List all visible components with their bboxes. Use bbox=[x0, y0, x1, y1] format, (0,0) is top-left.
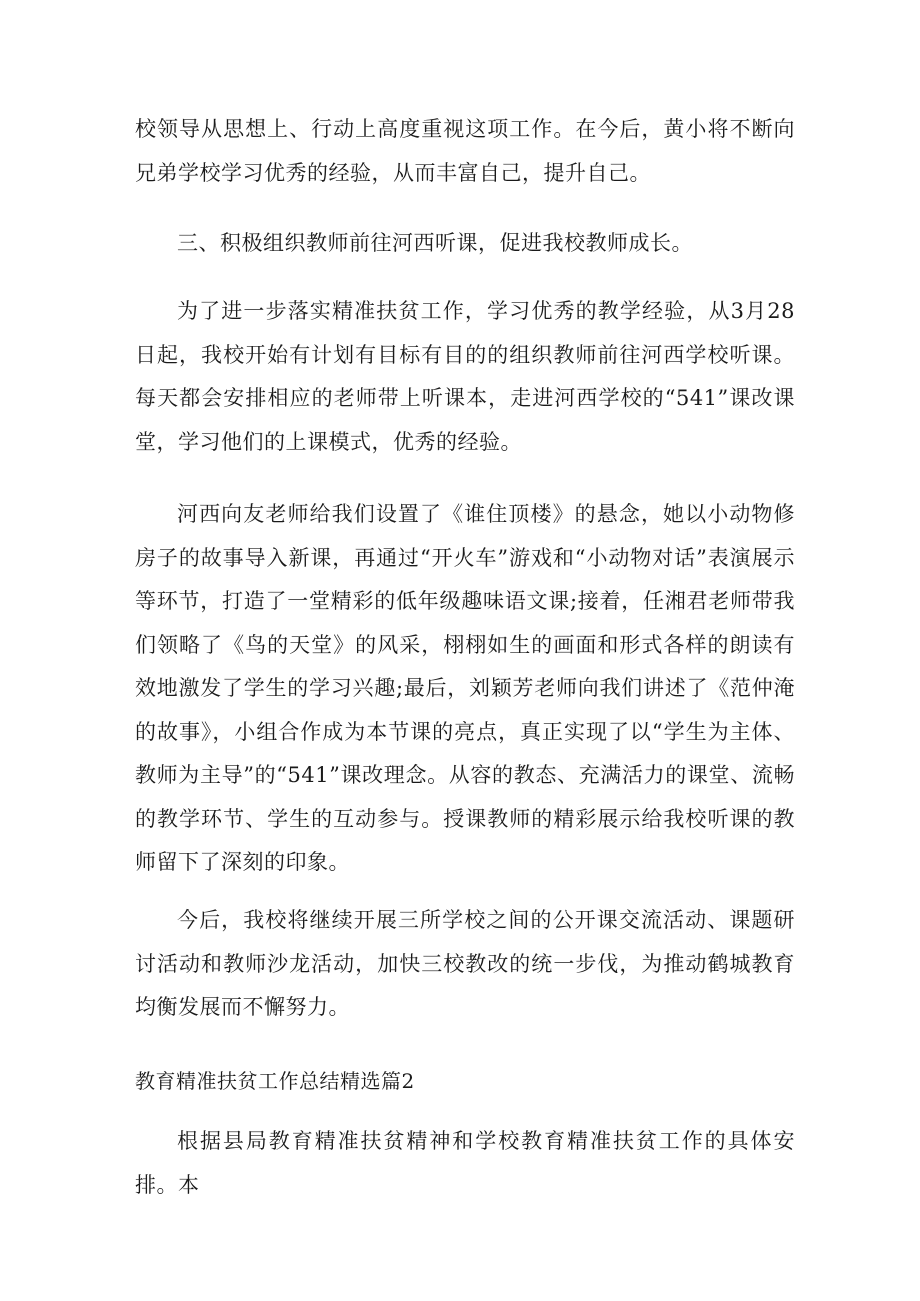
paragraph-continuation: 校领导从思想上、行动上高度重视这项工作。在今后，黄小将不断向兄弟学校学习优秀的经验，从而丰富自己，提升自己。 bbox=[135, 117, 795, 185]
paragraph-lesson-review: 河西向友老师给我们设置了《谁住顶楼》的悬念，她以小动物修房子的故事导入新课，再通过“开火车”游戏和“小动物对话”表演展示等环节，打造了一堂精彩的低年级趣味语文课;接着，任湘君老师带我们领略了《鸟的天堂》的风采，栩栩如生的画面和形式各样的朗读有效地激发了学生的学习兴趣;最后，刘颖芳老师向我们讲述了《范仲淹的故事》，小组合作成为本节课的亮点，真正实现了以“学生为主体、教师为主导”的“541”课改理念。从容的教态、充满活力的课堂、流畅的教学环节、学生的互动参与。授课教师的精彩展示给我校听课的教师留下了深刻的印象。 bbox=[135, 502, 795, 874]
paragraph-closing: 根据县局教育精准扶贫精神和学校教育精准扶贫工作的具体安排。本 bbox=[135, 1129, 795, 1197]
section-title: 教育精准扶贫工作总结精选篇2 bbox=[135, 1069, 415, 1093]
paragraph-listening-plan: 为了进一步落实精准扶贫工作，学习优秀的教学经验，从3月28日起，我校开始有计划有目标有目的的组织教师前往河西学校听课。每天都会安排相应的老师带上听课本，走进河西学校的“541”课改课堂，学习他们的上课模式，优秀的经验。 bbox=[135, 299, 795, 454]
paragraph-future-plan: 今后，我校将继续开展三所学校之间的公开课交流活动、课题研讨活动和教师沙龙活动，加快三校教改的统一步伐，为推动鹤城教育均衡发展而不懈努力。 bbox=[135, 908, 795, 1019]
section-heading-three: 三、积极组织教师前往河西听课，促进我校教师成长。 bbox=[177, 231, 693, 255]
